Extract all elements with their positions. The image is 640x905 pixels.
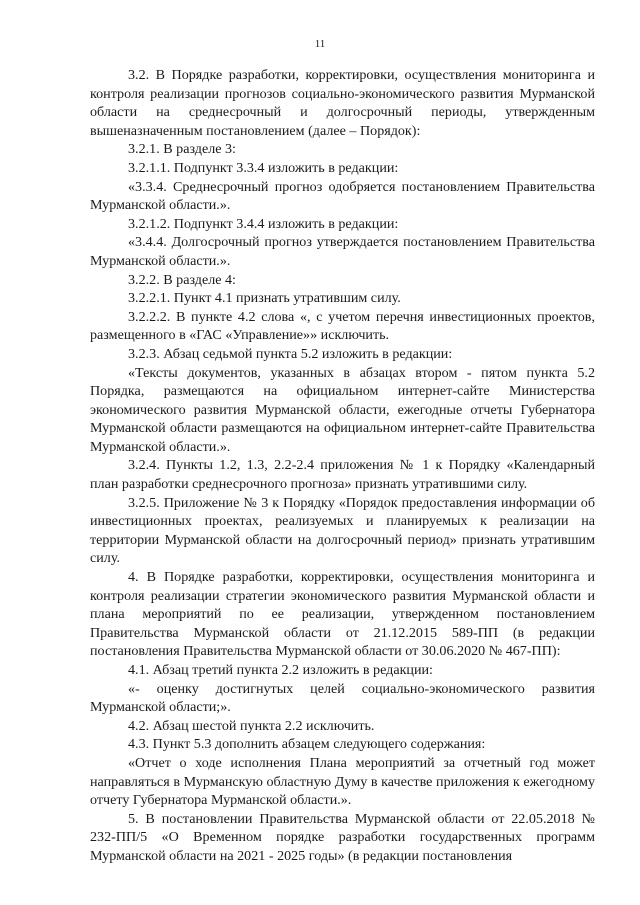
paragraph-3-2-2-2: 3.2.2.2. В пункте 4.2 слова «, с учетом перечня инвестиционных проектов, размещенного в «ГАС «Управление»» исключить. (90, 308, 595, 344)
paragraph-3-2-5: 3.2.5. Приложение № 3 к Порядку «Порядок предоставления информации об инвестиционных проектах, реализуемых и планируемых к реализации на территории Мурманской области на долгосрочный период» признать утратившим силу. (90, 494, 595, 567)
quote-2-2: «- оценку достигнутых целей социально-экономического развития Мурманской области;». (90, 680, 595, 716)
paragraph-3-2-2-1: 3.2.2.1. Пункт 4.1 признать утратившим силу. (128, 290, 401, 307)
paragraph-3-2: 3.2. В Порядке разработки, корректировки, осуществления мониторинга и контроля реализации прогнозов социально-экономического развития Мурманской области на среднесрочный и долгосрочный периоды, утвержденным вышеназначенным постановлением (далее – Порядок): (90, 67, 595, 139)
paragraph-3-2-2: 3.2.2. В разделе 4: (128, 271, 236, 288)
paragraph-5: 5. В постановлении Правительства Мурманской области от 22.05.2018 № 232-ПП/5 «О Временном порядке разработки государственных программ Мурманской области на 2021 - 2025 годы» (в редакции постановления (90, 810, 595, 864)
paragraph-4: 4. В Порядке разработки, корректировки, осуществления мониторинга и контроля реализации стратегии экономического развития Мурманской области и плана мероприятий по ее реализации, утвержденном постановлением Правительства Мурманской области от 21.12.2015 589-ПП (в редакции постановления Правительства Мурманской области от 30.06.2020 № 467-ПП): (90, 569, 595, 660)
paragraph-3-2-4: 3.2.4. Пункты 1.2, 1.3, 2.2-2.4 приложения № 1 к Порядку «Календарный план разработки среднесрочного прогноза» признать утратившими силу. (90, 457, 595, 493)
quote-3-4-4: «3.4.4. Долгосрочный прогноз утверждается постановлением Правительства Мурманской области.». (90, 234, 595, 269)
quote-5-2: «Тексты документов, указанных в абзацах втором - пятом пункта 5.2 Порядка, размещаются на официальном интернет-сайте Министерства экономического развития Мурманской области, ежегодные отчеты Губернатора Мурманской области размещаются на официальном интернет-сайте Правительства Мурманской области.». (90, 364, 595, 455)
page-number: 11 (314, 38, 326, 50)
paragraph-3-2-1-1: 3.2.1.1. Подпункт 3.3.4 изложить в редакции: (128, 159, 399, 176)
paragraph-4-2: 4.2. Абзац шестой пункта 2.2 исключить. (128, 717, 375, 734)
quote-5-3: «Отчет о ходе исполнения Плана мероприятий за отчетный год может направляться в Мурманскую областную Думу в качестве приложения к ежегодному отчету Губернатора Мурманской области.». (90, 754, 595, 809)
quote-3-3-4: «3.3.4. Среднесрочный прогноз одобряется постановлением Правительства Мурманской области.». (90, 178, 595, 214)
paragraph-4-1: 4.1. Абзац третий пункта 2.2 изложить в редакции: (128, 662, 433, 678)
paragraph-3-2-1: 3.2.1. В разделе 3: (128, 141, 236, 158)
paragraph-3-2-1-2: 3.2.1.2. Подпункт 3.4.4 изложить в редакции: (128, 215, 399, 232)
paragraph-4-3: 4.3. Пункт 5.3 дополнить абзацем следующего содержания: (128, 736, 486, 753)
document-body (90, 66, 595, 866)
paragraph-3-2-3: 3.2.3. Абзац седьмой пункта 5.2 изложить в редакции: (128, 345, 453, 362)
